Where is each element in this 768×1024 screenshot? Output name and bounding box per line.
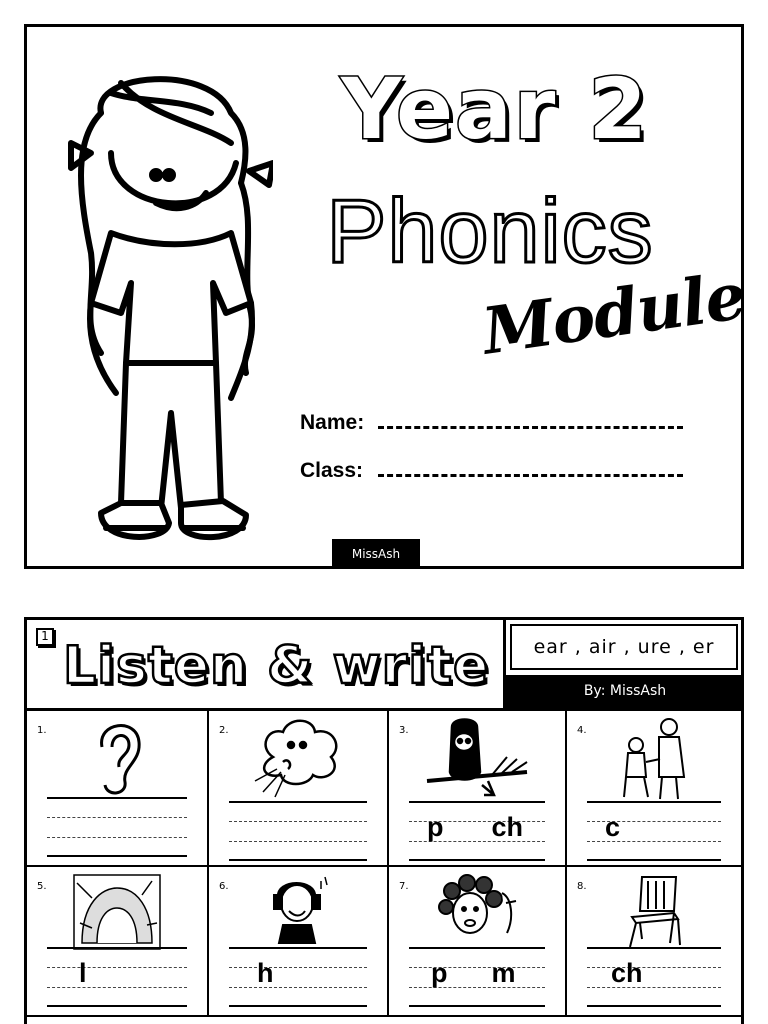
exercise-cell-3 xyxy=(389,711,567,867)
writing-lines[interactable] xyxy=(587,947,721,1009)
item-number: 5. xyxy=(37,881,47,892)
hint-letter: h xyxy=(257,958,274,988)
boy-with-headphones-icon xyxy=(263,873,333,945)
item-number: 4. xyxy=(577,725,587,736)
byline: By: MissAsh xyxy=(506,675,744,708)
hint-letter: ch xyxy=(611,958,643,988)
page-number-badge: 1 xyxy=(36,628,54,646)
hair-perm-icon xyxy=(432,873,522,945)
title-phonics: Phonics xyxy=(326,182,654,282)
hint-letter: ch xyxy=(491,812,524,842)
ear-icon xyxy=(87,717,147,797)
blowing-cloud-icon xyxy=(253,717,343,799)
title-module: Module xyxy=(477,258,750,370)
chair-icon xyxy=(624,873,684,949)
target-sounds: ear , air , ure , er xyxy=(510,624,738,670)
name-label: Name: xyxy=(300,411,365,434)
item-number: 6. xyxy=(219,881,229,892)
cover-page xyxy=(24,24,750,569)
writing-lines[interactable] xyxy=(229,947,367,1009)
item-number: 2. xyxy=(219,725,229,736)
hint-letter: c xyxy=(605,812,621,842)
item-number: 3. xyxy=(399,725,409,736)
owl-on-perch-icon xyxy=(422,717,532,799)
hint-letter: p xyxy=(431,958,448,988)
exercise-cell-6 xyxy=(209,867,389,1017)
lair-icon xyxy=(72,873,162,951)
exercise-cell-8 xyxy=(567,867,741,1017)
exercise-cell-5 xyxy=(27,867,209,1017)
title-year: Year 2 xyxy=(341,60,649,158)
worksheet-title: Listen & write xyxy=(63,636,490,696)
class-field xyxy=(300,459,683,483)
writing-lines[interactable] xyxy=(229,801,367,863)
writing-lines[interactable] xyxy=(47,797,187,859)
brand-tag: MissAsh xyxy=(332,539,420,569)
writing-lines[interactable] xyxy=(587,801,721,863)
writing-lines[interactable] xyxy=(409,947,545,1009)
writing-lines[interactable] xyxy=(409,801,545,863)
exercise-cell-4 xyxy=(567,711,741,867)
name-field xyxy=(300,411,683,435)
item-number: 1. xyxy=(37,725,47,736)
worksheet-page xyxy=(24,617,744,1024)
worksheet-header xyxy=(27,620,741,711)
exercise-cell-1 xyxy=(27,711,209,867)
name-blank-line[interactable] xyxy=(378,415,683,429)
girl-illustration xyxy=(41,53,273,551)
exercise-cell-7 xyxy=(389,867,567,1017)
hint-letter: p xyxy=(427,812,444,842)
hint-letter: m xyxy=(491,958,516,988)
header-info xyxy=(503,620,741,708)
hint-letter: l xyxy=(79,958,87,988)
writing-lines[interactable] xyxy=(47,947,187,1009)
item-number: 8. xyxy=(577,881,587,892)
doctor-cure-icon xyxy=(614,717,694,801)
class-label: Class: xyxy=(300,459,364,482)
class-blank-line[interactable] xyxy=(378,463,683,477)
exercise-cell-2 xyxy=(209,711,389,867)
item-number: 7. xyxy=(399,881,409,892)
